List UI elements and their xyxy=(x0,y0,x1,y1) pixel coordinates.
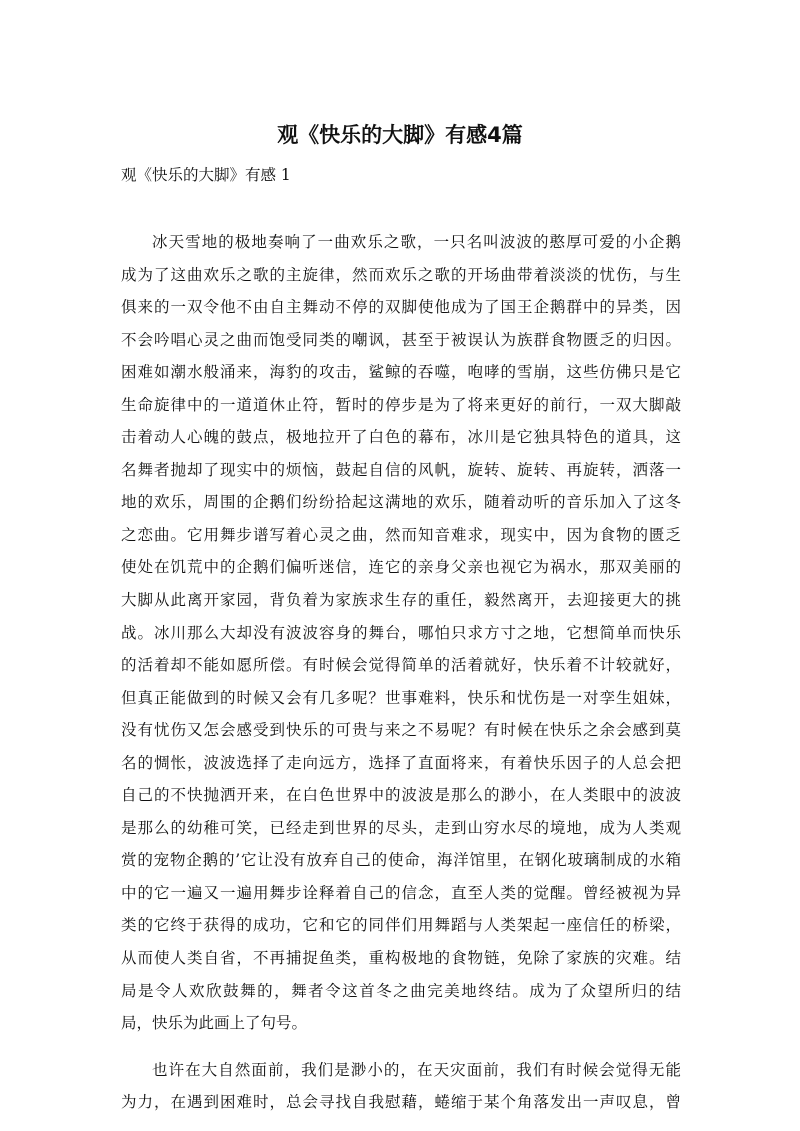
paragraph-line: 名的惆怅，波波选择了走向远方，选择了直面将来，有着快乐因子的人总会把 xyxy=(121,753,681,772)
paragraph-line: 击着动人心魄的鼓点，极地拉开了白色的幕布，冰川是它独具特色的道具，这 xyxy=(121,428,681,447)
paragraph-line: 从而使人类自省，不再捕捉鱼类，重构极地的食物链，免除了家族的灾难。结 xyxy=(121,949,681,968)
paragraph-gap xyxy=(121,1040,681,1054)
paragraph-line: 俱来的一双令他不由自主舞动不停的双脚使他成为了国王企鹅群中的异类，因 xyxy=(121,298,681,317)
paragraph xyxy=(121,1054,681,1119)
section-heading: 观《快乐的大脚》有感 1 xyxy=(121,166,291,184)
paragraph-line: 大脚从此离开家园，背负着为家族求生存的重任，毅然离开，去迎接更大的挑 xyxy=(121,591,681,610)
paragraph-line: 赏的宠物企鹅的’它让没有放弃自己的使命，海洋馆里，在钢化玻璃制成的水箱 xyxy=(121,851,681,870)
paragraph-line: 局是令人欢欣鼓舞的，舞者令这首冬之曲完美地终结。成为了众望所归的结 xyxy=(121,981,681,1000)
paragraph-line: 也许在大自然面前，我们是渺小的，在天灾面前，我们有时候会觉得无能 xyxy=(152,1060,681,1079)
paragraph-line: 地的欢乐，周围的企鹅们纷纷拾起这满地的欢乐，随着动听的音乐加入了这冬 xyxy=(121,493,681,512)
paragraph-line: 成为了这曲欢乐之歌的主旋律，然而欢乐之歌的开场曲带着淡淡的忧伤，与生 xyxy=(121,265,681,284)
paragraph-line: 困难如潮水般涌来，海豹的攻击，鲨鲸的吞噬，咆哮的雪崩，这些仿佛只是它 xyxy=(121,363,681,382)
paragraph-line: 的活着却不能如愿所偿。有时候会觉得简单的活着就好，快乐着不计较就好， xyxy=(121,656,681,675)
paragraph-line: 不会吟唱心灵之曲而饱受同类的嘲讽，甚至于被误认为族群食物匮乏的归因。 xyxy=(121,330,681,349)
paragraph-line: 是那么的幼稚可笑，已经走到世界的尽头，走到山穷水尽的境地，成为人类观 xyxy=(121,818,681,837)
paragraph-line: 冰天雪地的极地奏响了一曲欢乐之歌，一只名叫波波的憨厚可爱的小企鹅 xyxy=(152,233,681,251)
paragraph-line: 类的它终于获得的成功，它和它的同伴们用舞蹈与人类架起一座信任的桥梁， xyxy=(121,916,681,935)
paragraph xyxy=(121,226,681,1040)
paragraph-line: 名舞者抛却了现实中的烦恼，鼓起自信的风帆，旋转、旋转、再旋转，洒落一 xyxy=(121,460,681,479)
paragraph-line: 中的它一遍又一遍用舞步诠释着自己的信念，直至人类的觉醒。曾经被视为异 xyxy=(121,883,681,902)
paragraph-line: 但真正能做到的时候又会有几多呢？世事难料，快乐和忧伤是一对孪生姐妹， xyxy=(121,688,681,707)
document-body xyxy=(121,226,681,1119)
paragraph-line: 局，快乐为此画上了句号。 xyxy=(121,1014,308,1033)
paragraph-line: 之恋曲。它用舞步谱写着心灵之曲，然而知音难求，现实中，因为食物的匮乏 xyxy=(121,525,681,544)
paragraph-line: 生命旋律中的一道道休止符，暂时的停步是为了将来更好的前行，一双大脚敲 xyxy=(121,395,681,414)
paragraph-line: 没有忧伤又怎会感受到快乐的可贵与来之不易呢？有时候在快乐之余会感到莫 xyxy=(121,721,681,740)
document-title: 观《快乐的大脚》有感4篇 xyxy=(277,123,523,147)
paragraph-line: 自己的不快抛洒开来，在白色世界中的波波是那么的渺小，在人类眼中的波波 xyxy=(121,786,681,805)
paragraph-line: 使处在饥荒中的企鹅们偏听迷信，连它的亲身父亲也视它为祸水，那双美丽的 xyxy=(121,558,681,577)
paragraph-line: 战。冰川那么大却没有波波容身的舞台，哪怕只求方寸之地，它想简单而快乐 xyxy=(121,623,681,642)
paragraph-line: 为力，在遇到困难时，总会寻找自我慰藉，蜷缩于某个角落发出一声叹息，曾 xyxy=(121,1093,681,1112)
